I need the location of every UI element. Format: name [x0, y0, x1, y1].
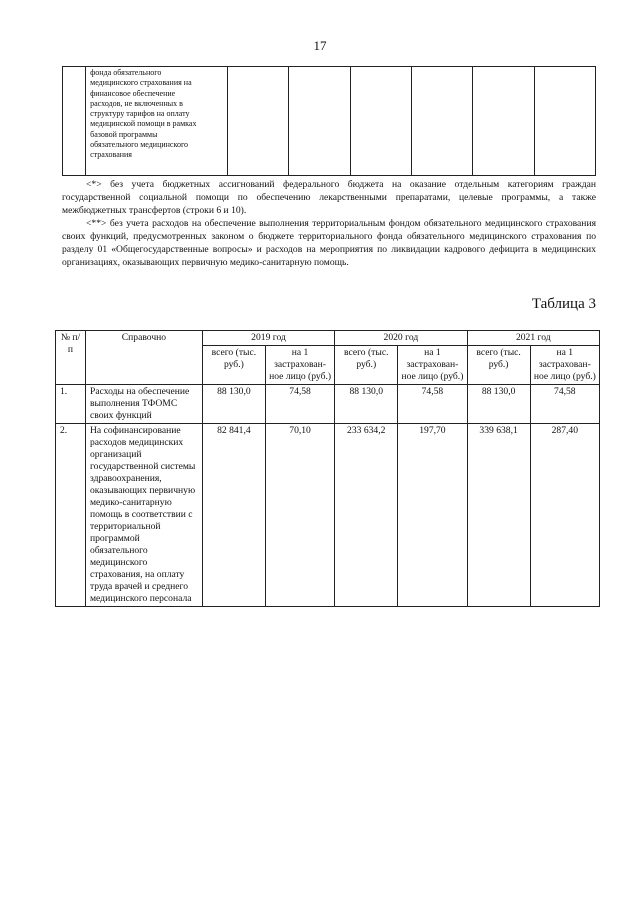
- value-cell: 82 841,4: [202, 424, 265, 607]
- main-table: [55, 330, 600, 607]
- value-cell: 88 130,0: [335, 385, 398, 424]
- page-number: 17: [313, 38, 327, 53]
- table-cell: [289, 67, 350, 176]
- subheader-per-person: на 1 застрахован-ное лицо (руб.): [398, 346, 467, 385]
- table-cell: [473, 67, 534, 176]
- table-row: [56, 385, 600, 424]
- label-line: расходов, не включенных в: [90, 98, 183, 108]
- table-row: [56, 424, 600, 607]
- label-line: медицинской помощи в рамках: [90, 119, 197, 129]
- header-reference: Справочно: [85, 331, 202, 385]
- table-cell: [227, 67, 288, 176]
- footnote-2: [62, 217, 596, 269]
- value-cell: 287,40: [530, 424, 599, 607]
- label-line: финансовое обеспечение: [90, 88, 176, 98]
- value-cell: 233 634,2: [335, 424, 398, 607]
- header-year-2021: 2021 год: [467, 331, 599, 346]
- table-row: [63, 67, 596, 176]
- value-cell: 74,58: [265, 385, 334, 424]
- row-label: Расходы на обеспечение выполнения ТФОМС своих функций: [85, 385, 202, 424]
- table-cell-label: [86, 67, 228, 176]
- continued-table: [62, 66, 596, 176]
- table-cell: [411, 67, 472, 176]
- value-cell: 88 130,0: [202, 385, 265, 424]
- header-year-2019: 2019 год: [202, 331, 334, 346]
- subheader-per-person: на 1 застрахован-ное лицо (руб.): [265, 346, 334, 385]
- label-line: страхования: [90, 150, 132, 160]
- footnote-text: <**> без учета расходов на обеспечение выполнения территориальным фондом обязательного медицинского страхования своих функций, предусмотренных законом о бюджете территориального фонда обязательного медицинского страхования по разделу 01 «Общегосударственные вопросы» и расходов на мероприятия по ликвидации кадрового дефицита в медицинских организациях, оказывающих первичную медико-санитарную помощь.: [62, 218, 596, 268]
- value-cell: 74,58: [530, 385, 599, 424]
- table-cell: [534, 67, 595, 176]
- subheader-per-person: на 1 застрахован-ное лицо (руб.): [530, 346, 599, 385]
- value-cell: 74,58: [398, 385, 467, 424]
- value-cell: 197,70: [398, 424, 467, 607]
- value-cell: 88 130,0: [467, 385, 530, 424]
- label-line: обязательного медицинского: [90, 140, 189, 150]
- label-line: фонда обязательного: [90, 68, 162, 77]
- row-label: На софинансирование расходов медицинских организаций государственной системы здравоохранения, оказывающих первичную медико-санитарную помощь в соответствии с территориальной программой обязательного медицинского страхования, на оплату труда врачей и среднего медицинского персонала: [85, 424, 202, 607]
- label-line: структуру тарифов на оплату: [90, 109, 190, 119]
- value-cell: 70,10: [265, 424, 334, 607]
- table-cell: [350, 67, 411, 176]
- subheader-total: всего (тыс. руб.): [467, 346, 530, 385]
- footnote-text: <*> без учета бюджетных ассигнований федерального бюджета на оказание отдельным категориям граждан государственной социальной помощи по обеспечению лекарственными препаратами, целевые программы, а также межбюджетных трансфертов (строки 6 и 10).: [62, 179, 596, 216]
- row-num: 1.: [56, 385, 86, 424]
- subheader-total: всего (тыс. руб.): [335, 346, 398, 385]
- table-cell: [63, 67, 86, 176]
- header-row: [56, 331, 600, 346]
- label-line: медицинского страхования на: [90, 78, 192, 88]
- header-year-2020: 2020 год: [335, 331, 467, 346]
- header-num: № п/п: [56, 331, 86, 385]
- row-num: 2.: [56, 424, 86, 607]
- label-line: базовой программы: [90, 129, 158, 139]
- subheader-total: всего (тыс. руб.): [202, 346, 265, 385]
- footnote-1: [62, 178, 596, 217]
- value-cell: 339 638,1: [467, 424, 530, 607]
- table-caption: Таблица 3: [531, 296, 596, 312]
